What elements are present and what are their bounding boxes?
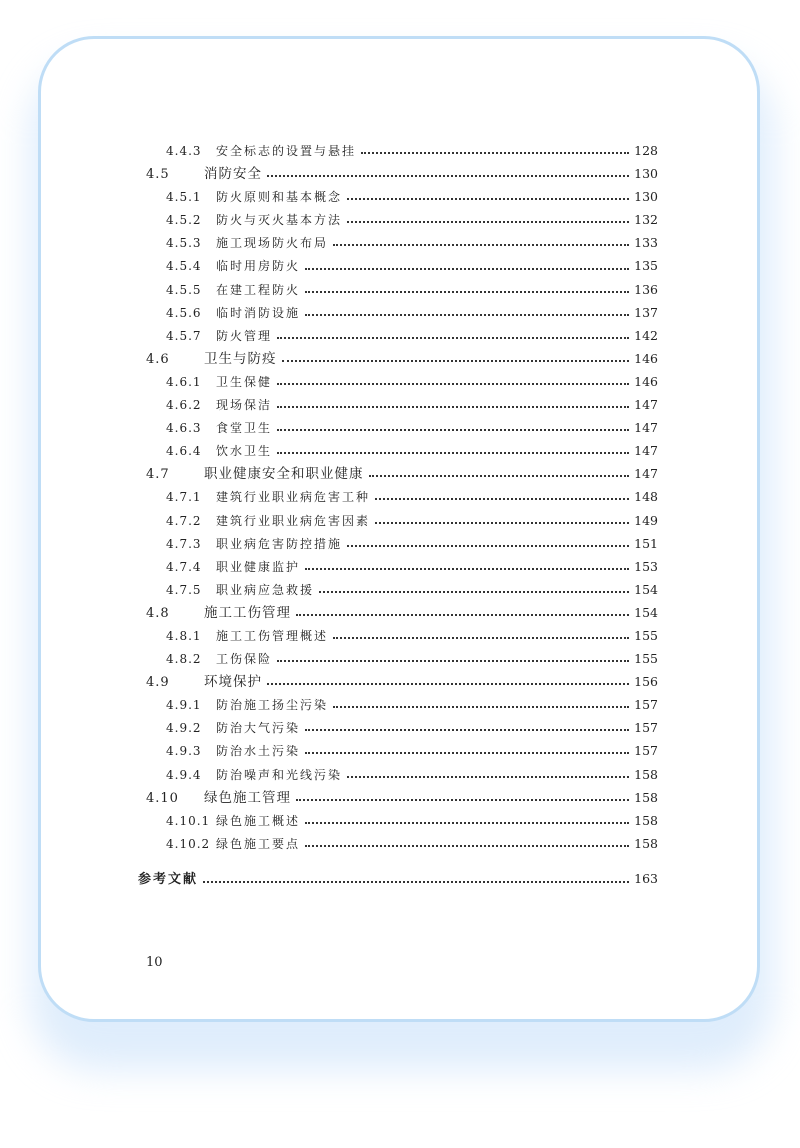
toc-entry-number: 4.5.3 [166,236,202,251]
toc-entry-page-number: 158 [634,835,658,851]
dot-leader [305,821,629,824]
dot-leader [277,336,629,339]
dot-leader [347,197,629,200]
toc-entry-title: 卫生与防疫 [204,350,277,367]
toc-entry-number: 4.5.6 [166,305,202,320]
dot-leader [375,521,629,524]
toc-entry-number: 4.5.1 [166,190,202,205]
toc-entry[interactable] [138,763,658,786]
toc-entry-title: 绿色施工概述 [216,813,301,828]
toc-entry-number: 4.10 [146,790,179,806]
toc-entry-page-number: 155 [634,627,658,643]
toc-entry-number: 4.6 [146,351,170,367]
toc-entry-number: 4.6.3 [166,421,202,436]
toc-entry-title: 绿色施工管理 [204,789,291,806]
toc-entry-references[interactable] [138,868,658,890]
dot-leader [369,474,630,477]
toc-entry[interactable] [138,832,658,855]
toc-entry-title: 施工工伤管理概述 [216,628,329,643]
toc-entry-number: 4.5.7 [166,328,202,343]
toc-entry-number: 4.9 [146,675,170,691]
toc-entry-title: 建筑行业职业病危害因素 [216,513,371,528]
toc-entry-page-number: 148 [634,489,658,505]
dot-leader [305,751,629,754]
toc-entry-page-number: 156 [634,674,658,690]
toc-entry-title: 防治施工扬尘污染 [216,698,329,713]
table-of-contents [138,139,658,855]
toc-entry[interactable] [138,185,658,208]
toc-entry-title: 建筑行业职业病危害工种 [216,490,371,505]
dot-leader [305,567,629,570]
toc-entry-title: 环境保护 [204,674,262,691]
toc-entry[interactable] [138,393,658,416]
toc-entry-page-number: 158 [634,812,658,828]
toc-entry-title: 职业病危害防控措施 [216,536,343,551]
dot-leader [375,497,629,500]
toc-entry-page-number: 155 [634,651,658,667]
toc-entry-number: 4.9.2 [166,721,202,736]
toc-entry-page-number: 157 [634,697,658,713]
toc-entry-page-number: 158 [634,789,658,805]
toc-entry-title: 施工现场防火布局 [216,236,329,251]
toc-entry-title: 在建工程防火 [216,282,301,297]
toc-entry-number: 4.10.2 [166,836,211,851]
toc-entry-number: 4.5 [146,167,170,183]
toc-entry[interactable] [138,324,658,347]
toc-entry-title: 职业健康监护 [216,559,301,574]
toc-entry[interactable] [138,439,658,462]
toc-entry[interactable] [138,485,658,508]
dot-leader [277,428,629,431]
toc-entry[interactable] [138,693,658,716]
dot-leader [305,313,629,316]
toc-entry-number: 4.10.1 [166,813,211,828]
toc-entry-number: 4.5.5 [166,282,202,297]
toc-entry-title: 现场保洁 [216,398,273,413]
toc-entry[interactable] [138,416,658,439]
toc-entry-page-number: 146 [634,350,658,366]
toc-entry-number: 4.9.3 [166,744,202,759]
toc-entry[interactable] [138,139,658,162]
toc-entry[interactable] [138,532,658,555]
dot-leader [333,243,629,246]
dot-leader [277,382,629,385]
toc-entry-title: 绿色施工要点 [216,836,301,851]
toc-entry-number: 4.6.1 [166,374,202,389]
toc-entry-title: 防治水土污染 [216,744,301,759]
toc-entry-page-number: 146 [634,373,658,389]
dot-leader [319,590,629,593]
toc-entry-page-number: 157 [634,743,658,759]
toc-entry-title: 防治大气污染 [216,721,301,736]
toc-entry[interactable] [138,555,658,578]
toc-entry-page-number: 147 [634,443,658,459]
dot-leader [282,359,630,362]
toc-entry-title: 工伤保险 [216,652,273,667]
dot-leader [347,775,629,778]
toc-entry-page-number: 130 [634,189,658,205]
dot-leader [333,636,629,639]
toc-entry[interactable] [138,462,658,485]
toc-entry-page-number: 149 [634,512,658,528]
toc-entry-page-number: 154 [634,581,658,597]
dot-leader [296,613,629,616]
dot-leader [203,880,629,883]
toc-entry-page-number: 137 [634,304,658,320]
dot-leader [277,451,629,454]
dot-leader [305,844,629,847]
toc-entry-title: 安全标志的设置与悬挂 [216,144,357,158]
toc-entry[interactable] [138,647,658,670]
dot-leader [347,544,629,547]
toc-entry-title: 临时用房防火 [216,259,301,274]
toc-entry-page-number: 153 [634,558,658,574]
toc-entry-page-number: 157 [634,720,658,736]
toc-entry[interactable] [138,624,658,647]
toc-entry-page-number: 132 [634,212,658,228]
dot-leader [267,174,629,177]
toc-entry[interactable] [138,809,658,832]
toc-entry[interactable] [138,347,658,370]
toc-entry[interactable] [138,370,658,393]
toc-entry-number: 4.6.2 [166,398,202,413]
toc-entry[interactable] [138,301,658,324]
toc-entry-page-number: 154 [634,604,658,620]
toc-entry-page-number: 128 [634,143,658,158]
toc-entry-number: 4.7 [146,467,170,483]
toc-entry-number: 4.9.1 [166,698,202,713]
dot-leader [305,728,629,731]
toc-entry[interactable] [138,578,658,601]
toc-entry-number: 4.6.4 [166,444,202,459]
toc-entry-page-number: 151 [634,535,658,551]
toc-entry-number: 4.7.1 [166,490,202,505]
dot-leader [296,798,629,801]
toc-entry-title: 防火管理 [216,328,273,343]
toc-entry-number: 4.7.3 [166,536,202,551]
toc-entry[interactable] [138,509,658,532]
toc-entry-title: 施工工伤管理 [204,604,291,621]
toc-entry[interactable] [138,601,658,624]
dot-leader [347,220,629,223]
toc-entry-number: 4.8.1 [166,628,202,643]
toc-entry-title: 防火原则和基本概念 [216,190,343,205]
toc-entry-title: 卫生保健 [216,374,273,389]
toc-entry-title: 食堂卫生 [216,421,273,436]
dot-leader [305,290,629,293]
toc-entry-number: 4.8.2 [166,652,202,667]
toc-entry-title: 防治噪声和光线污染 [216,767,343,782]
toc-entry-title: 饮水卫生 [216,444,273,459]
toc-entry-number: 4.9.4 [166,767,202,782]
dot-leader [333,705,629,708]
page-number: 10 [146,955,163,970]
toc-entry[interactable] [138,278,658,301]
toc-entry-page-number: 147 [634,420,658,436]
dot-leader [305,267,629,270]
dot-leader [267,682,629,685]
toc-entry-number: 4.7.2 [166,513,202,528]
toc-entry[interactable] [138,254,658,277]
toc-entry-page-number: 133 [634,235,658,251]
dot-leader [277,405,629,408]
references-title: 参考文献 [138,872,199,887]
toc-entry[interactable] [138,231,658,254]
toc-entry-number: 4.5.4 [166,259,202,274]
dot-leader [277,659,629,662]
toc-entry[interactable] [138,786,658,809]
toc-entry[interactable] [138,716,658,739]
toc-entry[interactable] [138,162,658,185]
toc-entry[interactable] [138,208,658,231]
toc-entry[interactable] [138,670,658,693]
toc-entry-page-number: 158 [634,766,658,782]
references-page-number: 163 [634,871,658,886]
toc-entry-number: 4.8 [146,605,170,621]
toc-entry[interactable] [138,739,658,762]
dot-leader [361,151,629,154]
toc-entry-number: 4.7.5 [166,582,202,597]
toc-entry-number: 4.5.2 [166,213,202,228]
toc-entry-page-number: 130 [634,166,658,182]
toc-entry-number: 4.4.3 [166,144,202,158]
toc-entry-title: 防火与灭火基本方法 [216,213,343,228]
toc-entry-page-number: 135 [634,258,658,274]
toc-entry-page-number: 136 [634,281,658,297]
toc-entry-page-number: 147 [634,466,658,482]
toc-entry-page-number: 147 [634,397,658,413]
toc-entry-title: 职业病应急救援 [216,582,315,597]
toc-entry-title: 职业健康安全和职业健康 [204,466,364,483]
toc-entry-title: 消防安全 [204,166,262,183]
toc-entry-title: 临时消防设施 [216,305,301,320]
toc-entry-number: 4.7.4 [166,559,202,574]
toc-entry-page-number: 142 [634,327,658,343]
